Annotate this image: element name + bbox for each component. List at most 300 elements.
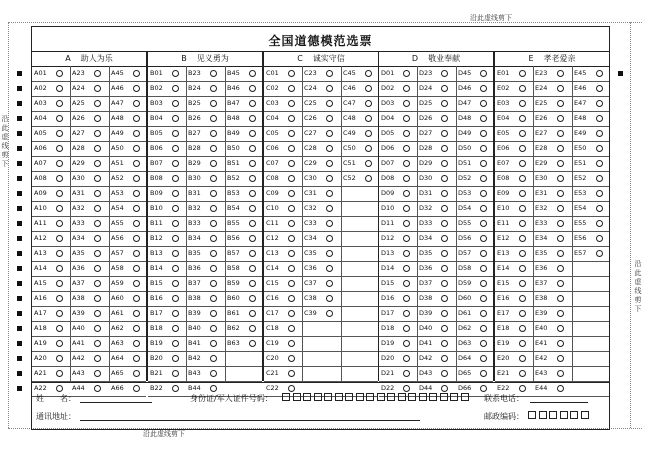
vote-bubble[interactable]	[326, 280, 333, 287]
postcode-digit-box[interactable]	[539, 411, 547, 419]
candidate-option[interactable]	[417, 321, 455, 336]
candidate-option[interactable]	[225, 276, 263, 291]
candidate-option[interactable]	[533, 366, 571, 381]
vote-bubble[interactable]	[133, 85, 140, 92]
vote-bubble[interactable]	[172, 175, 179, 182]
candidate-option[interactable]	[495, 351, 533, 366]
candidate-option[interactable]	[186, 216, 224, 231]
id-digit-box[interactable]	[450, 393, 458, 401]
vote-bubble[interactable]	[133, 355, 140, 362]
vote-bubble[interactable]	[94, 340, 101, 347]
candidate-option[interactable]	[302, 66, 340, 81]
candidate-option[interactable]	[379, 366, 417, 381]
candidate-option[interactable]	[225, 111, 263, 126]
postcode-digit-box[interactable]	[528, 411, 536, 419]
vote-bubble[interactable]	[596, 175, 603, 182]
vote-bubble[interactable]	[288, 265, 295, 272]
vote-bubble[interactable]	[557, 205, 564, 212]
vote-bubble[interactable]	[557, 280, 564, 287]
vote-bubble[interactable]	[403, 265, 410, 272]
vote-bubble[interactable]	[133, 310, 140, 317]
vote-bubble[interactable]	[133, 325, 140, 332]
candidate-option[interactable]	[109, 246, 147, 261]
vote-bubble[interactable]	[56, 250, 63, 257]
candidate-option[interactable]	[417, 111, 455, 126]
vote-bubble[interactable]	[94, 145, 101, 152]
candidate-option[interactable]	[148, 201, 186, 216]
vote-bubble[interactable]	[441, 385, 448, 392]
candidate-option[interactable]	[70, 201, 108, 216]
vote-bubble[interactable]	[56, 70, 63, 77]
vote-bubble[interactable]	[480, 370, 487, 377]
vote-bubble[interactable]	[557, 70, 564, 77]
vote-bubble[interactable]	[441, 160, 448, 167]
vote-bubble[interactable]	[210, 325, 217, 332]
vote-bubble[interactable]	[557, 385, 564, 392]
candidate-option[interactable]	[417, 96, 455, 111]
candidate-option[interactable]	[379, 321, 417, 336]
vote-bubble[interactable]	[288, 70, 295, 77]
candidate-option[interactable]	[456, 351, 494, 366]
id-digit-box[interactable]	[282, 393, 290, 401]
vote-bubble[interactable]	[519, 115, 526, 122]
candidate-option[interactable]	[572, 216, 610, 231]
vote-bubble[interactable]	[249, 85, 256, 92]
vote-bubble[interactable]	[249, 190, 256, 197]
vote-bubble[interactable]	[596, 205, 603, 212]
vote-bubble[interactable]	[94, 295, 101, 302]
vote-bubble[interactable]	[403, 250, 410, 257]
candidate-option[interactable]	[417, 186, 455, 201]
candidate-option[interactable]	[495, 231, 533, 246]
vote-bubble[interactable]	[288, 160, 295, 167]
vote-bubble[interactable]	[94, 70, 101, 77]
candidate-option[interactable]	[379, 126, 417, 141]
candidate-option[interactable]	[379, 171, 417, 186]
candidate-option[interactable]	[533, 156, 571, 171]
vote-bubble[interactable]	[557, 355, 564, 362]
vote-bubble[interactable]	[210, 130, 217, 137]
candidate-option[interactable]	[341, 81, 379, 96]
vote-bubble[interactable]	[403, 310, 410, 317]
vote-bubble[interactable]	[94, 130, 101, 137]
vote-bubble[interactable]	[56, 190, 63, 197]
candidate-option[interactable]	[495, 336, 533, 351]
candidate-option[interactable]	[379, 201, 417, 216]
vote-bubble[interactable]	[133, 250, 140, 257]
candidate-option[interactable]	[302, 156, 340, 171]
candidate-option[interactable]	[417, 306, 455, 321]
candidate-option[interactable]	[70, 216, 108, 231]
vote-bubble[interactable]	[288, 205, 295, 212]
candidate-option[interactable]	[109, 81, 147, 96]
candidate-option[interactable]	[109, 276, 147, 291]
vote-bubble[interactable]	[480, 175, 487, 182]
vote-bubble[interactable]	[480, 295, 487, 302]
candidate-option[interactable]	[109, 201, 147, 216]
candidate-option[interactable]	[533, 306, 571, 321]
candidate-option[interactable]	[417, 126, 455, 141]
vote-bubble[interactable]	[596, 100, 603, 107]
vote-bubble[interactable]	[326, 160, 333, 167]
candidate-option[interactable]	[32, 141, 70, 156]
id-digit-box[interactable]	[387, 393, 395, 401]
vote-bubble[interactable]	[326, 265, 333, 272]
candidate-option[interactable]	[186, 276, 224, 291]
candidate-option[interactable]	[495, 126, 533, 141]
candidate-option[interactable]	[70, 66, 108, 81]
vote-bubble[interactable]	[210, 100, 217, 107]
vote-bubble[interactable]	[326, 295, 333, 302]
candidate-option[interactable]	[225, 201, 263, 216]
candidate-option[interactable]	[533, 141, 571, 156]
vote-bubble[interactable]	[172, 355, 179, 362]
vote-bubble[interactable]	[519, 205, 526, 212]
candidate-option[interactable]	[495, 261, 533, 276]
vote-bubble[interactable]	[403, 235, 410, 242]
candidate-option[interactable]	[109, 261, 147, 276]
candidate-option[interactable]	[572, 111, 610, 126]
candidate-option[interactable]	[264, 81, 302, 96]
candidate-option[interactable]	[533, 291, 571, 306]
id-digit-box[interactable]	[429, 393, 437, 401]
vote-bubble[interactable]	[94, 370, 101, 377]
candidate-option[interactable]	[32, 261, 70, 276]
vote-bubble[interactable]	[56, 295, 63, 302]
candidate-option[interactable]	[186, 261, 224, 276]
vote-bubble[interactable]	[288, 115, 295, 122]
candidate-option[interactable]	[109, 216, 147, 231]
candidate-option[interactable]	[148, 156, 186, 171]
candidate-option[interactable]	[495, 81, 533, 96]
vote-bubble[interactable]	[596, 130, 603, 137]
candidate-option[interactable]	[456, 306, 494, 321]
vote-bubble[interactable]	[403, 190, 410, 197]
vote-bubble[interactable]	[326, 100, 333, 107]
vote-bubble[interactable]	[288, 385, 295, 392]
candidate-option[interactable]	[533, 126, 571, 141]
vote-bubble[interactable]	[403, 340, 410, 347]
vote-bubble[interactable]	[249, 280, 256, 287]
candidate-option[interactable]	[186, 321, 224, 336]
candidate-option[interactable]	[379, 156, 417, 171]
vote-bubble[interactable]	[519, 190, 526, 197]
vote-bubble[interactable]	[133, 175, 140, 182]
candidate-option[interactable]	[32, 231, 70, 246]
candidate-option[interactable]	[32, 336, 70, 351]
postcode-digit-box[interactable]	[581, 411, 589, 419]
vote-bubble[interactable]	[480, 235, 487, 242]
vote-bubble[interactable]	[288, 370, 295, 377]
vote-bubble[interactable]	[519, 235, 526, 242]
candidate-option[interactable]	[341, 66, 379, 81]
candidate-option[interactable]	[379, 111, 417, 126]
candidate-option[interactable]	[341, 96, 379, 111]
candidate-option[interactable]	[148, 81, 186, 96]
vote-bubble[interactable]	[403, 325, 410, 332]
vote-bubble[interactable]	[249, 340, 256, 347]
candidate-option[interactable]	[456, 276, 494, 291]
vote-bubble[interactable]	[441, 85, 448, 92]
candidate-option[interactable]	[225, 321, 263, 336]
vote-bubble[interactable]	[94, 115, 101, 122]
vote-bubble[interactable]	[365, 85, 372, 92]
candidate-option[interactable]	[148, 291, 186, 306]
id-digit-box[interactable]	[366, 393, 374, 401]
candidate-option[interactable]	[109, 66, 147, 81]
vote-bubble[interactable]	[596, 85, 603, 92]
vote-bubble[interactable]	[210, 250, 217, 257]
vote-bubble[interactable]	[557, 145, 564, 152]
candidate-option[interactable]	[341, 126, 379, 141]
vote-bubble[interactable]	[94, 160, 101, 167]
candidate-option[interactable]	[148, 96, 186, 111]
vote-bubble[interactable]	[172, 310, 179, 317]
vote-bubble[interactable]	[288, 325, 295, 332]
candidate-option[interactable]	[148, 186, 186, 201]
candidate-option[interactable]	[495, 96, 533, 111]
vote-bubble[interactable]	[56, 265, 63, 272]
vote-bubble[interactable]	[480, 310, 487, 317]
candidate-option[interactable]	[495, 216, 533, 231]
candidate-option[interactable]	[341, 111, 379, 126]
vote-bubble[interactable]	[326, 220, 333, 227]
candidate-option[interactable]	[264, 336, 302, 351]
vote-bubble[interactable]	[288, 310, 295, 317]
vote-bubble[interactable]	[94, 235, 101, 242]
candidate-option[interactable]	[264, 276, 302, 291]
vote-bubble[interactable]	[133, 145, 140, 152]
phone-field[interactable]	[530, 402, 588, 403]
vote-bubble[interactable]	[288, 235, 295, 242]
candidate-option[interactable]	[70, 276, 108, 291]
vote-bubble[interactable]	[172, 130, 179, 137]
vote-bubble[interactable]	[288, 85, 295, 92]
candidate-option[interactable]	[456, 141, 494, 156]
postcode-digit-box[interactable]	[570, 411, 578, 419]
vote-bubble[interactable]	[441, 100, 448, 107]
candidate-option[interactable]	[417, 291, 455, 306]
candidate-option[interactable]	[264, 306, 302, 321]
candidate-option[interactable]	[225, 141, 263, 156]
candidate-option[interactable]	[186, 171, 224, 186]
vote-bubble[interactable]	[172, 220, 179, 227]
candidate-option[interactable]	[417, 246, 455, 261]
vote-bubble[interactable]	[326, 70, 333, 77]
candidate-option[interactable]	[533, 246, 571, 261]
candidate-option[interactable]	[109, 141, 147, 156]
vote-bubble[interactable]	[441, 70, 448, 77]
candidate-option[interactable]	[70, 126, 108, 141]
vote-bubble[interactable]	[210, 175, 217, 182]
candidate-option[interactable]	[572, 186, 610, 201]
vote-bubble[interactable]	[403, 100, 410, 107]
vote-bubble[interactable]	[172, 370, 179, 377]
candidate-option[interactable]	[32, 66, 70, 81]
vote-bubble[interactable]	[56, 280, 63, 287]
candidate-option[interactable]	[186, 246, 224, 261]
vote-bubble[interactable]	[133, 190, 140, 197]
vote-bubble[interactable]	[480, 160, 487, 167]
candidate-option[interactable]	[379, 291, 417, 306]
candidate-option[interactable]	[302, 231, 340, 246]
vote-bubble[interactable]	[210, 115, 217, 122]
vote-bubble[interactable]	[288, 280, 295, 287]
vote-bubble[interactable]	[172, 385, 179, 392]
candidate-option[interactable]	[456, 156, 494, 171]
vote-bubble[interactable]	[326, 145, 333, 152]
vote-bubble[interactable]	[403, 220, 410, 227]
candidate-option[interactable]	[70, 141, 108, 156]
candidate-option[interactable]	[456, 246, 494, 261]
vote-bubble[interactable]	[133, 370, 140, 377]
vote-bubble[interactable]	[403, 370, 410, 377]
candidate-option[interactable]	[186, 231, 224, 246]
candidate-option[interactable]	[533, 96, 571, 111]
candidate-option[interactable]	[379, 231, 417, 246]
candidate-option[interactable]	[417, 81, 455, 96]
candidate-option[interactable]	[379, 261, 417, 276]
candidate-option[interactable]	[572, 171, 610, 186]
candidate-option[interactable]	[456, 66, 494, 81]
candidate-option[interactable]	[495, 171, 533, 186]
vote-bubble[interactable]	[519, 160, 526, 167]
id-digit-box[interactable]	[324, 393, 332, 401]
vote-bubble[interactable]	[249, 265, 256, 272]
candidate-option[interactable]	[148, 66, 186, 81]
candidate-option[interactable]	[417, 261, 455, 276]
vote-bubble[interactable]	[441, 310, 448, 317]
vote-bubble[interactable]	[403, 70, 410, 77]
vote-bubble[interactable]	[326, 130, 333, 137]
vote-bubble[interactable]	[596, 220, 603, 227]
candidate-option[interactable]	[495, 291, 533, 306]
vote-bubble[interactable]	[133, 340, 140, 347]
id-digit-box[interactable]	[356, 393, 364, 401]
vote-bubble[interactable]	[441, 205, 448, 212]
candidate-option[interactable]	[417, 201, 455, 216]
postcode-digit-box[interactable]	[549, 411, 557, 419]
candidate-option[interactable]	[417, 276, 455, 291]
candidate-option[interactable]	[186, 111, 224, 126]
vote-bubble[interactable]	[288, 130, 295, 137]
vote-bubble[interactable]	[288, 100, 295, 107]
vote-bubble[interactable]	[519, 355, 526, 362]
vote-bubble[interactable]	[365, 115, 372, 122]
vote-bubble[interactable]	[56, 145, 63, 152]
candidate-option[interactable]	[32, 216, 70, 231]
candidate-option[interactable]	[186, 336, 224, 351]
vote-bubble[interactable]	[210, 190, 217, 197]
vote-bubble[interactable]	[56, 340, 63, 347]
vote-bubble[interactable]	[94, 265, 101, 272]
vote-bubble[interactable]	[94, 280, 101, 287]
vote-bubble[interactable]	[56, 355, 63, 362]
candidate-option[interactable]	[70, 231, 108, 246]
vote-bubble[interactable]	[519, 250, 526, 257]
postcode-digit-box[interactable]	[560, 411, 568, 419]
candidate-option[interactable]	[495, 111, 533, 126]
vote-bubble[interactable]	[441, 130, 448, 137]
candidate-option[interactable]	[495, 201, 533, 216]
candidate-option[interactable]	[264, 216, 302, 231]
vote-bubble[interactable]	[288, 340, 295, 347]
vote-bubble[interactable]	[172, 70, 179, 77]
candidate-option[interactable]	[264, 366, 302, 381]
vote-bubble[interactable]	[480, 145, 487, 152]
candidate-option[interactable]	[32, 291, 70, 306]
candidate-option[interactable]	[456, 186, 494, 201]
candidate-option[interactable]	[70, 156, 108, 171]
candidate-option[interactable]	[264, 66, 302, 81]
vote-bubble[interactable]	[480, 115, 487, 122]
candidate-option[interactable]	[533, 201, 571, 216]
candidate-option[interactable]	[70, 246, 108, 261]
vote-bubble[interactable]	[94, 190, 101, 197]
vote-bubble[interactable]	[172, 265, 179, 272]
vote-bubble[interactable]	[133, 100, 140, 107]
candidate-option[interactable]	[32, 126, 70, 141]
candidate-option[interactable]	[572, 96, 610, 111]
candidate-option[interactable]	[148, 351, 186, 366]
vote-bubble[interactable]	[480, 205, 487, 212]
candidate-option[interactable]	[225, 66, 263, 81]
candidate-option[interactable]	[225, 126, 263, 141]
vote-bubble[interactable]	[480, 70, 487, 77]
vote-bubble[interactable]	[403, 385, 410, 392]
vote-bubble[interactable]	[403, 85, 410, 92]
vote-bubble[interactable]	[403, 295, 410, 302]
vote-bubble[interactable]	[557, 160, 564, 167]
vote-bubble[interactable]	[288, 190, 295, 197]
candidate-option[interactable]	[109, 96, 147, 111]
vote-bubble[interactable]	[441, 115, 448, 122]
candidate-option[interactable]	[70, 291, 108, 306]
candidate-option[interactable]	[109, 381, 147, 396]
candidate-option[interactable]	[572, 201, 610, 216]
candidate-option[interactable]	[225, 261, 263, 276]
vote-bubble[interactable]	[56, 130, 63, 137]
vote-bubble[interactable]	[441, 190, 448, 197]
candidate-option[interactable]	[70, 336, 108, 351]
vote-bubble[interactable]	[249, 310, 256, 317]
candidate-option[interactable]	[225, 291, 263, 306]
candidate-option[interactable]	[264, 171, 302, 186]
vote-bubble[interactable]	[441, 340, 448, 347]
candidate-option[interactable]	[417, 231, 455, 246]
candidate-option[interactable]	[456, 321, 494, 336]
vote-bubble[interactable]	[94, 220, 101, 227]
candidate-option[interactable]	[225, 171, 263, 186]
vote-bubble[interactable]	[172, 190, 179, 197]
vote-bubble[interactable]	[210, 280, 217, 287]
vote-bubble[interactable]	[480, 190, 487, 197]
candidate-option[interactable]	[495, 186, 533, 201]
candidate-option[interactable]	[302, 126, 340, 141]
candidate-option[interactable]	[302, 81, 340, 96]
candidate-option[interactable]	[379, 81, 417, 96]
vote-bubble[interactable]	[56, 115, 63, 122]
candidate-option[interactable]	[495, 156, 533, 171]
vote-bubble[interactable]	[249, 220, 256, 227]
candidate-option[interactable]	[186, 366, 224, 381]
candidate-option[interactable]	[572, 246, 610, 261]
candidate-option[interactable]	[533, 186, 571, 201]
vote-bubble[interactable]	[365, 70, 372, 77]
vote-bubble[interactable]	[133, 70, 140, 77]
candidate-option[interactable]	[109, 366, 147, 381]
vote-bubble[interactable]	[403, 130, 410, 137]
